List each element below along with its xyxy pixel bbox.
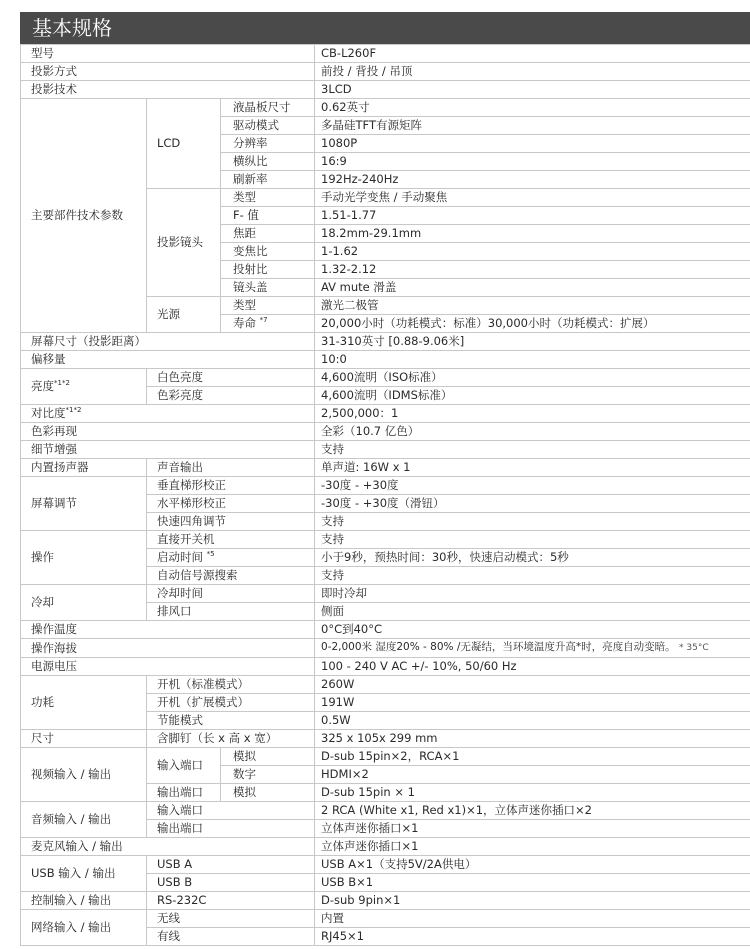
row-value: 多晶硅TFT有源矩阵 <box>315 117 750 135</box>
table-row <box>21 730 750 748</box>
sub-label: 模拟 <box>221 748 315 766</box>
sub-label: 类型 <box>221 189 315 207</box>
row-value: 16:9 <box>315 153 750 171</box>
row-label: 色彩再现 <box>21 423 315 441</box>
table-row <box>21 892 750 910</box>
row-label: 屏幕尺寸（投影距离） <box>21 333 315 351</box>
sub-label: 排风口 <box>147 603 315 621</box>
table-row <box>21 658 750 676</box>
table-row <box>21 405 750 423</box>
row-value: -30度 - +30度 <box>315 477 750 495</box>
row-label: 投影方式 <box>21 63 315 81</box>
sub-label: 节能模式 <box>147 712 315 730</box>
row-value: 192Hz-240Hz <box>315 171 750 189</box>
row-value: 支持 <box>315 513 750 531</box>
table-row <box>21 351 750 369</box>
row-value: 0.5W <box>315 712 750 730</box>
row-value: 31-310英寸 [0.88-9.06米] <box>315 333 750 351</box>
row-label: 细节增强 <box>21 441 315 459</box>
group-label: LCD <box>147 99 221 189</box>
table-row <box>21 748 750 766</box>
row-label: USB 输入 / 输出 <box>21 856 147 892</box>
row-value: 1080P <box>315 135 750 153</box>
sub-label: 快速四角调节 <box>147 513 315 531</box>
sub-label: 模拟 <box>221 784 315 802</box>
row-label: 音频输入 / 输出 <box>21 802 147 838</box>
sub-label: 数字 <box>221 766 315 784</box>
row-label: 投影技术 <box>21 81 315 99</box>
row-value: 支持 <box>315 531 750 549</box>
sub-label: 直接开关机 <box>147 531 315 549</box>
sub-label: 水平梯形校正 <box>147 495 315 513</box>
row-value: 325 x 105x 299 mm <box>315 730 750 748</box>
row-label: 尺寸 <box>21 730 147 748</box>
table-row <box>21 621 750 639</box>
row-label: 控制输入 / 输出 <box>21 892 147 910</box>
sub-label: 启动时间 $^{*5}$ <box>147 549 315 567</box>
row-value: 全彩（10.7 亿色） <box>315 423 750 441</box>
row-label: 功耗 <box>21 676 147 730</box>
sub-label: 投射比 <box>221 261 315 279</box>
row-value: 100 - 240 V AC +/- 10%, 50/60 Hz <box>315 658 750 676</box>
table-row <box>21 802 750 820</box>
table-row <box>21 531 750 549</box>
row-value: USB B×1 <box>315 874 750 892</box>
sub-label: F- 值 <box>221 207 315 225</box>
row-label: 内置扬声器 <box>21 459 147 477</box>
row-label: 对比度$^{*1*2}$ <box>21 405 315 423</box>
sub-label: 自动信号源搜索 <box>147 567 315 585</box>
row-value: 2 RCA (White x1, Red x1)×1，立体声迷你插口×2 <box>315 802 750 820</box>
row-value: 激光二极管 <box>315 297 750 315</box>
row-value: 4,600流明（ISO标准） <box>315 369 750 387</box>
table-row <box>21 856 750 874</box>
row-value: HDMI×2 <box>315 766 750 784</box>
row-value: 内置 <box>315 910 750 928</box>
row-value: 立体声迷你插口×1 <box>315 838 750 856</box>
row-label: 型号 <box>21 45 315 63</box>
row-label: 操作 <box>21 531 147 585</box>
row-label: 亮度$^{*1*2}$ <box>21 369 147 405</box>
group-label: 投影镜头 <box>147 189 221 297</box>
row-value: 4,600流明（IDMS标准） <box>315 387 750 405</box>
sub-label: 输出端口 <box>147 820 315 838</box>
row-value: D-sub 9pin×1 <box>315 892 750 910</box>
section-title: 基本规格 <box>32 16 112 40</box>
row-value: 1.51-1.77 <box>315 207 750 225</box>
sub-label: RS-232C <box>147 892 315 910</box>
sub-label: 白色亮度 <box>147 369 315 387</box>
sub-label: 声音输出 <box>147 459 315 477</box>
row-label: 视频输入 / 输出 <box>21 748 147 802</box>
table-row <box>21 459 750 477</box>
table-row <box>21 910 750 928</box>
table-row <box>21 333 750 351</box>
table-row <box>21 676 750 694</box>
row-label: 操作海拔 <box>21 639 315 658</box>
row-label: 操作温度 <box>21 621 315 639</box>
row-label: 屏幕调节 <box>21 477 147 531</box>
row-value: CB-L260F <box>315 45 750 63</box>
sub-label: 横纵比 <box>221 153 315 171</box>
sub-label: 输入端口 <box>147 802 315 820</box>
row-value: 即时冷却 <box>315 585 750 603</box>
table-row <box>21 639 750 658</box>
sub-label: 液晶板尺寸 <box>221 99 315 117</box>
table-row <box>21 45 750 63</box>
row-value: 0.62英寸 <box>315 99 750 117</box>
spec-table <box>20 44 750 946</box>
group-label: 输入端口 <box>147 748 221 784</box>
row-value: 10:0 <box>315 351 750 369</box>
row-value: D-sub 15pin×2，RCA×1 <box>315 748 750 766</box>
row-label: 冷却 <box>21 585 147 621</box>
row-value: 立体声迷你插口×1 <box>315 820 750 838</box>
row-label: 电源电压 <box>21 658 315 676</box>
sub-label: 焦距 <box>221 225 315 243</box>
row-value: 3LCD <box>315 81 750 99</box>
sub-label: 寿命 $^{*7}$ <box>221 315 315 333</box>
sub-label: 无线 <box>147 910 315 928</box>
sub-label: 开机（扩展模式） <box>147 694 315 712</box>
row-value: 0-2,000米 湿度20% - 80% /无凝结，当环境温度升高*时，亮度自动变暗。 * 35°C <box>315 639 750 658</box>
row-value: 手动光学变焦 / 手动聚焦 <box>315 189 750 207</box>
sub-label: 驱动模式 <box>221 117 315 135</box>
row-value: 单声道: 16W x 1 <box>315 459 750 477</box>
sub-label: 镜头盖 <box>221 279 315 297</box>
section-header <box>20 12 750 44</box>
row-value: 前投 / 背投 / 吊顶 <box>315 63 750 81</box>
row-label: 网络输入 / 输出 <box>21 910 147 946</box>
sub-label: 含脚钉（长 x 高 x 宽） <box>147 730 315 748</box>
group-label: 输出端口 <box>147 784 221 802</box>
row-value: USB A×1（支持5V/2A供电） <box>315 856 750 874</box>
row-label: 偏移量 <box>21 351 315 369</box>
table-row <box>21 477 750 495</box>
row-label: 麦克风输入 / 输出 <box>21 838 315 856</box>
sub-label: USB A <box>147 856 315 874</box>
table-row <box>21 441 750 459</box>
row-value: 191W <box>315 694 750 712</box>
row-value: 侧面 <box>315 603 750 621</box>
table-row <box>21 63 750 81</box>
sub-label: 有线 <box>147 928 315 946</box>
row-value: RJ45×1 <box>315 928 750 946</box>
row-label: 主要部件技术参数 <box>21 99 147 333</box>
row-value: -30度 - +30度（滑钮） <box>315 495 750 513</box>
row-value: D-sub 15pin × 1 <box>315 784 750 802</box>
sub-label: 类型 <box>221 297 315 315</box>
sub-label: USB B <box>147 874 315 892</box>
row-value: 小于9秒，预热时间：30秒，快速启动模式：5秒 <box>315 549 750 567</box>
row-value: 1.32-2.12 <box>315 261 750 279</box>
table-row <box>21 369 750 387</box>
sub-label: 色彩亮度 <box>147 387 315 405</box>
sub-label: 冷却时间 <box>147 585 315 603</box>
sub-label: 分辨率 <box>221 135 315 153</box>
row-value: 1-1.62 <box>315 243 750 261</box>
row-value: 18.2mm-29.1mm <box>315 225 750 243</box>
row-value: 0°C到40°C <box>315 621 750 639</box>
row-value: AV mute 滑盖 <box>315 279 750 297</box>
row-value: 20,000小时（功耗模式：标准）30,000小时（功耗模式：扩展） <box>315 315 750 333</box>
sub-label: 变焦比 <box>221 243 315 261</box>
table-row <box>21 423 750 441</box>
group-label: 光源 <box>147 297 221 333</box>
table-row <box>21 585 750 603</box>
sub-label: 垂直梯形校正 <box>147 477 315 495</box>
table-row <box>21 99 750 117</box>
row-value: 260W <box>315 676 750 694</box>
table-row <box>21 81 750 99</box>
sub-label: 刷新率 <box>221 171 315 189</box>
row-value: 支持 <box>315 441 750 459</box>
sub-label: 开机（标准模式） <box>147 676 315 694</box>
table-row <box>21 838 750 856</box>
row-value: 支持 <box>315 567 750 585</box>
row-value: 2,500,000：1 <box>315 405 750 423</box>
